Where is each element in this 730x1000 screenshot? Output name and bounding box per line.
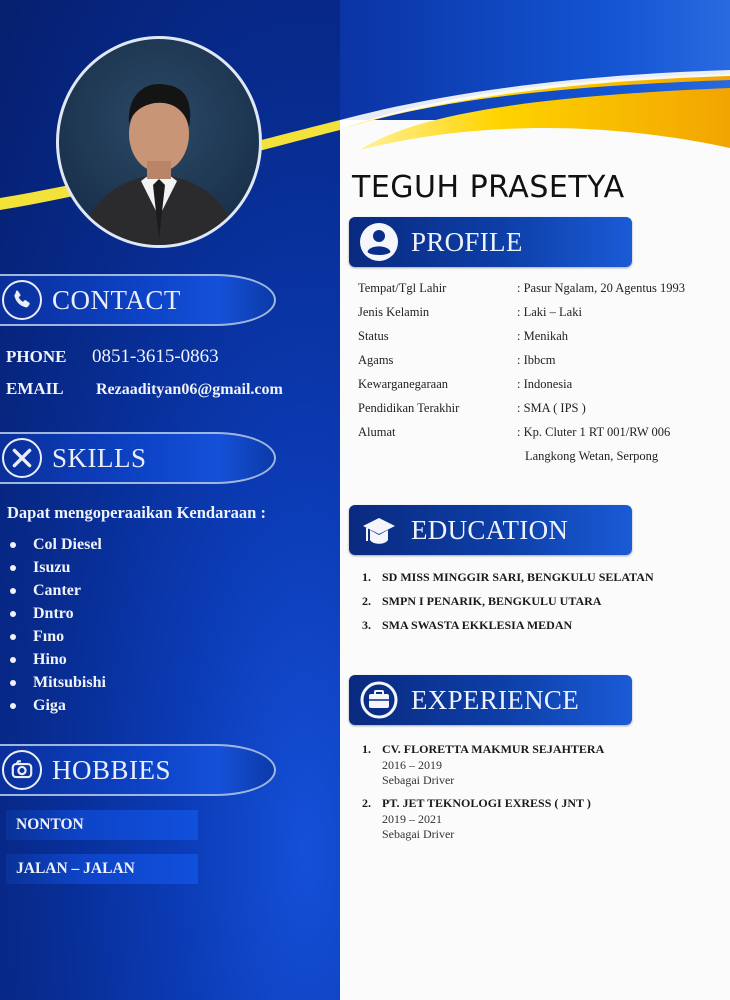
skill-label: Fıno	[33, 628, 65, 645]
profile-label: Status	[358, 329, 389, 343]
email-row	[6, 379, 283, 399]
portrait-image	[59, 39, 259, 245]
skills-intro-text: Dapat mengoperaaikan Kendaraan :	[7, 503, 266, 522]
experience-title	[362, 796, 604, 812]
contact-header-label: CONTACT	[52, 284, 181, 315]
experience-period: 2019 – 2021	[382, 812, 442, 826]
contact-section-header	[0, 274, 276, 326]
experience-period: 2016 – 2019	[382, 758, 442, 772]
skill-item	[8, 556, 106, 579]
education-header-label: EDUCATION	[411, 514, 569, 545]
camera-icon	[2, 750, 42, 790]
profile-value-line2: Langkong Wetan, Serpong	[525, 449, 659, 463]
person-name: TEGUH PRASETYA	[352, 170, 625, 205]
phone-value[interactable]: 0851-3615-0863	[92, 346, 219, 367]
bullet-icon	[10, 565, 16, 571]
education-item	[362, 570, 654, 594]
profile-label: Alumat	[358, 425, 396, 439]
experience-number: 2.	[362, 796, 371, 810]
hobby-label: NONTON	[16, 816, 84, 833]
skill-label: Col Diesel	[33, 536, 102, 553]
skill-label: Mitsubishi	[33, 674, 106, 691]
profile-label: Tempat/Tgl Lahir	[358, 281, 447, 295]
experience-item	[362, 742, 604, 788]
profile-photo	[56, 36, 262, 248]
experience-role: Sebagai Driver	[382, 827, 455, 841]
profile-header-label: PROFILE	[411, 226, 523, 257]
education-item	[362, 594, 654, 618]
experience-section-header	[349, 675, 632, 725]
skills-section-header	[0, 432, 276, 484]
education-number: 3.	[362, 618, 371, 632]
user-icon	[359, 222, 399, 262]
experience-title	[362, 742, 604, 758]
bullet-icon	[10, 611, 16, 617]
hobbies-section-header	[0, 744, 276, 796]
experience-header-label: EXPERIENCE	[411, 684, 579, 715]
experience-role: Sebagai Driver	[382, 773, 455, 787]
hobbies-header-label: HOBBIES	[52, 754, 172, 785]
experience-company: CV. FLORETTA MAKMUR SEJAHTERA	[382, 742, 605, 756]
hobby-item	[6, 854, 198, 884]
hobby-label: JALAN – JALAN	[16, 860, 135, 877]
education-item	[362, 618, 654, 642]
phone-label: PHONE	[6, 347, 67, 366]
experience-list	[362, 742, 604, 850]
profile-value: : Menikah	[517, 329, 569, 343]
profile-value: : Kp. Cluter 1 RT 001/RW 006	[517, 425, 671, 439]
skill-label: Isuzu	[33, 559, 71, 576]
skill-label: Dntro	[33, 605, 74, 622]
skill-item	[8, 671, 106, 694]
profile-value: : Laki – Laki	[517, 305, 582, 319]
education-school: SMA SWASTA EKKLESIA MEDAN	[382, 618, 573, 632]
bullet-icon	[10, 703, 16, 709]
graduation-cap-icon	[359, 510, 399, 550]
profile-value: : Ibbcm	[517, 353, 556, 367]
education-school: SD MISS MINGGIR SARI, BENGKULU SELATAN	[382, 570, 654, 584]
bullet-icon	[10, 657, 16, 663]
skill-label: Canter	[33, 582, 81, 599]
skill-item	[8, 625, 106, 648]
profile-label: Pendidikan Terakhir	[358, 401, 460, 415]
bullet-icon	[10, 588, 16, 594]
profile-label: Jenis Kelamin	[358, 305, 430, 319]
profile-label: Kewarganegaraan	[358, 377, 448, 391]
experience-company: PT. JET TEKNOLOGI EXRESS ( JNT )	[382, 796, 591, 810]
profile-value: : Indonesia	[517, 377, 573, 391]
skills-list	[8, 533, 106, 717]
experience-number: 1.	[362, 742, 371, 756]
skill-item	[8, 602, 106, 625]
profile-value: : Pasur Ngalam, 20 Agentus 1993	[517, 281, 686, 295]
education-list	[362, 570, 654, 642]
profile-value: : SMA ( IPS )	[517, 401, 586, 415]
skill-item	[8, 694, 106, 717]
education-section-header	[349, 505, 632, 555]
hobby-item	[6, 810, 198, 840]
education-school: SMPN I PENARIK, BENGKULU UTARA	[382, 594, 602, 608]
bullet-icon	[10, 634, 16, 640]
bullet-icon	[10, 680, 16, 686]
education-number: 1.	[362, 570, 371, 584]
profile-section-header	[349, 217, 632, 267]
phone-row	[6, 346, 219, 368]
experience-item	[362, 796, 604, 842]
skill-item	[8, 533, 106, 556]
skill-label: Giga	[33, 697, 66, 714]
education-number: 2.	[362, 594, 371, 608]
email-label: EMAIL	[6, 379, 64, 398]
tools-icon	[2, 438, 42, 478]
bullet-icon	[10, 542, 16, 548]
briefcase-icon	[359, 680, 399, 720]
skill-item	[8, 579, 106, 602]
phone-icon	[2, 280, 42, 320]
skill-label: Hino	[33, 651, 67, 668]
email-value[interactable]: Rezaadityan06@gmail.com	[96, 381, 283, 398]
profile-label: Agams	[358, 353, 394, 367]
skills-header-label: SKILLS	[52, 442, 147, 473]
skill-item	[8, 648, 106, 671]
